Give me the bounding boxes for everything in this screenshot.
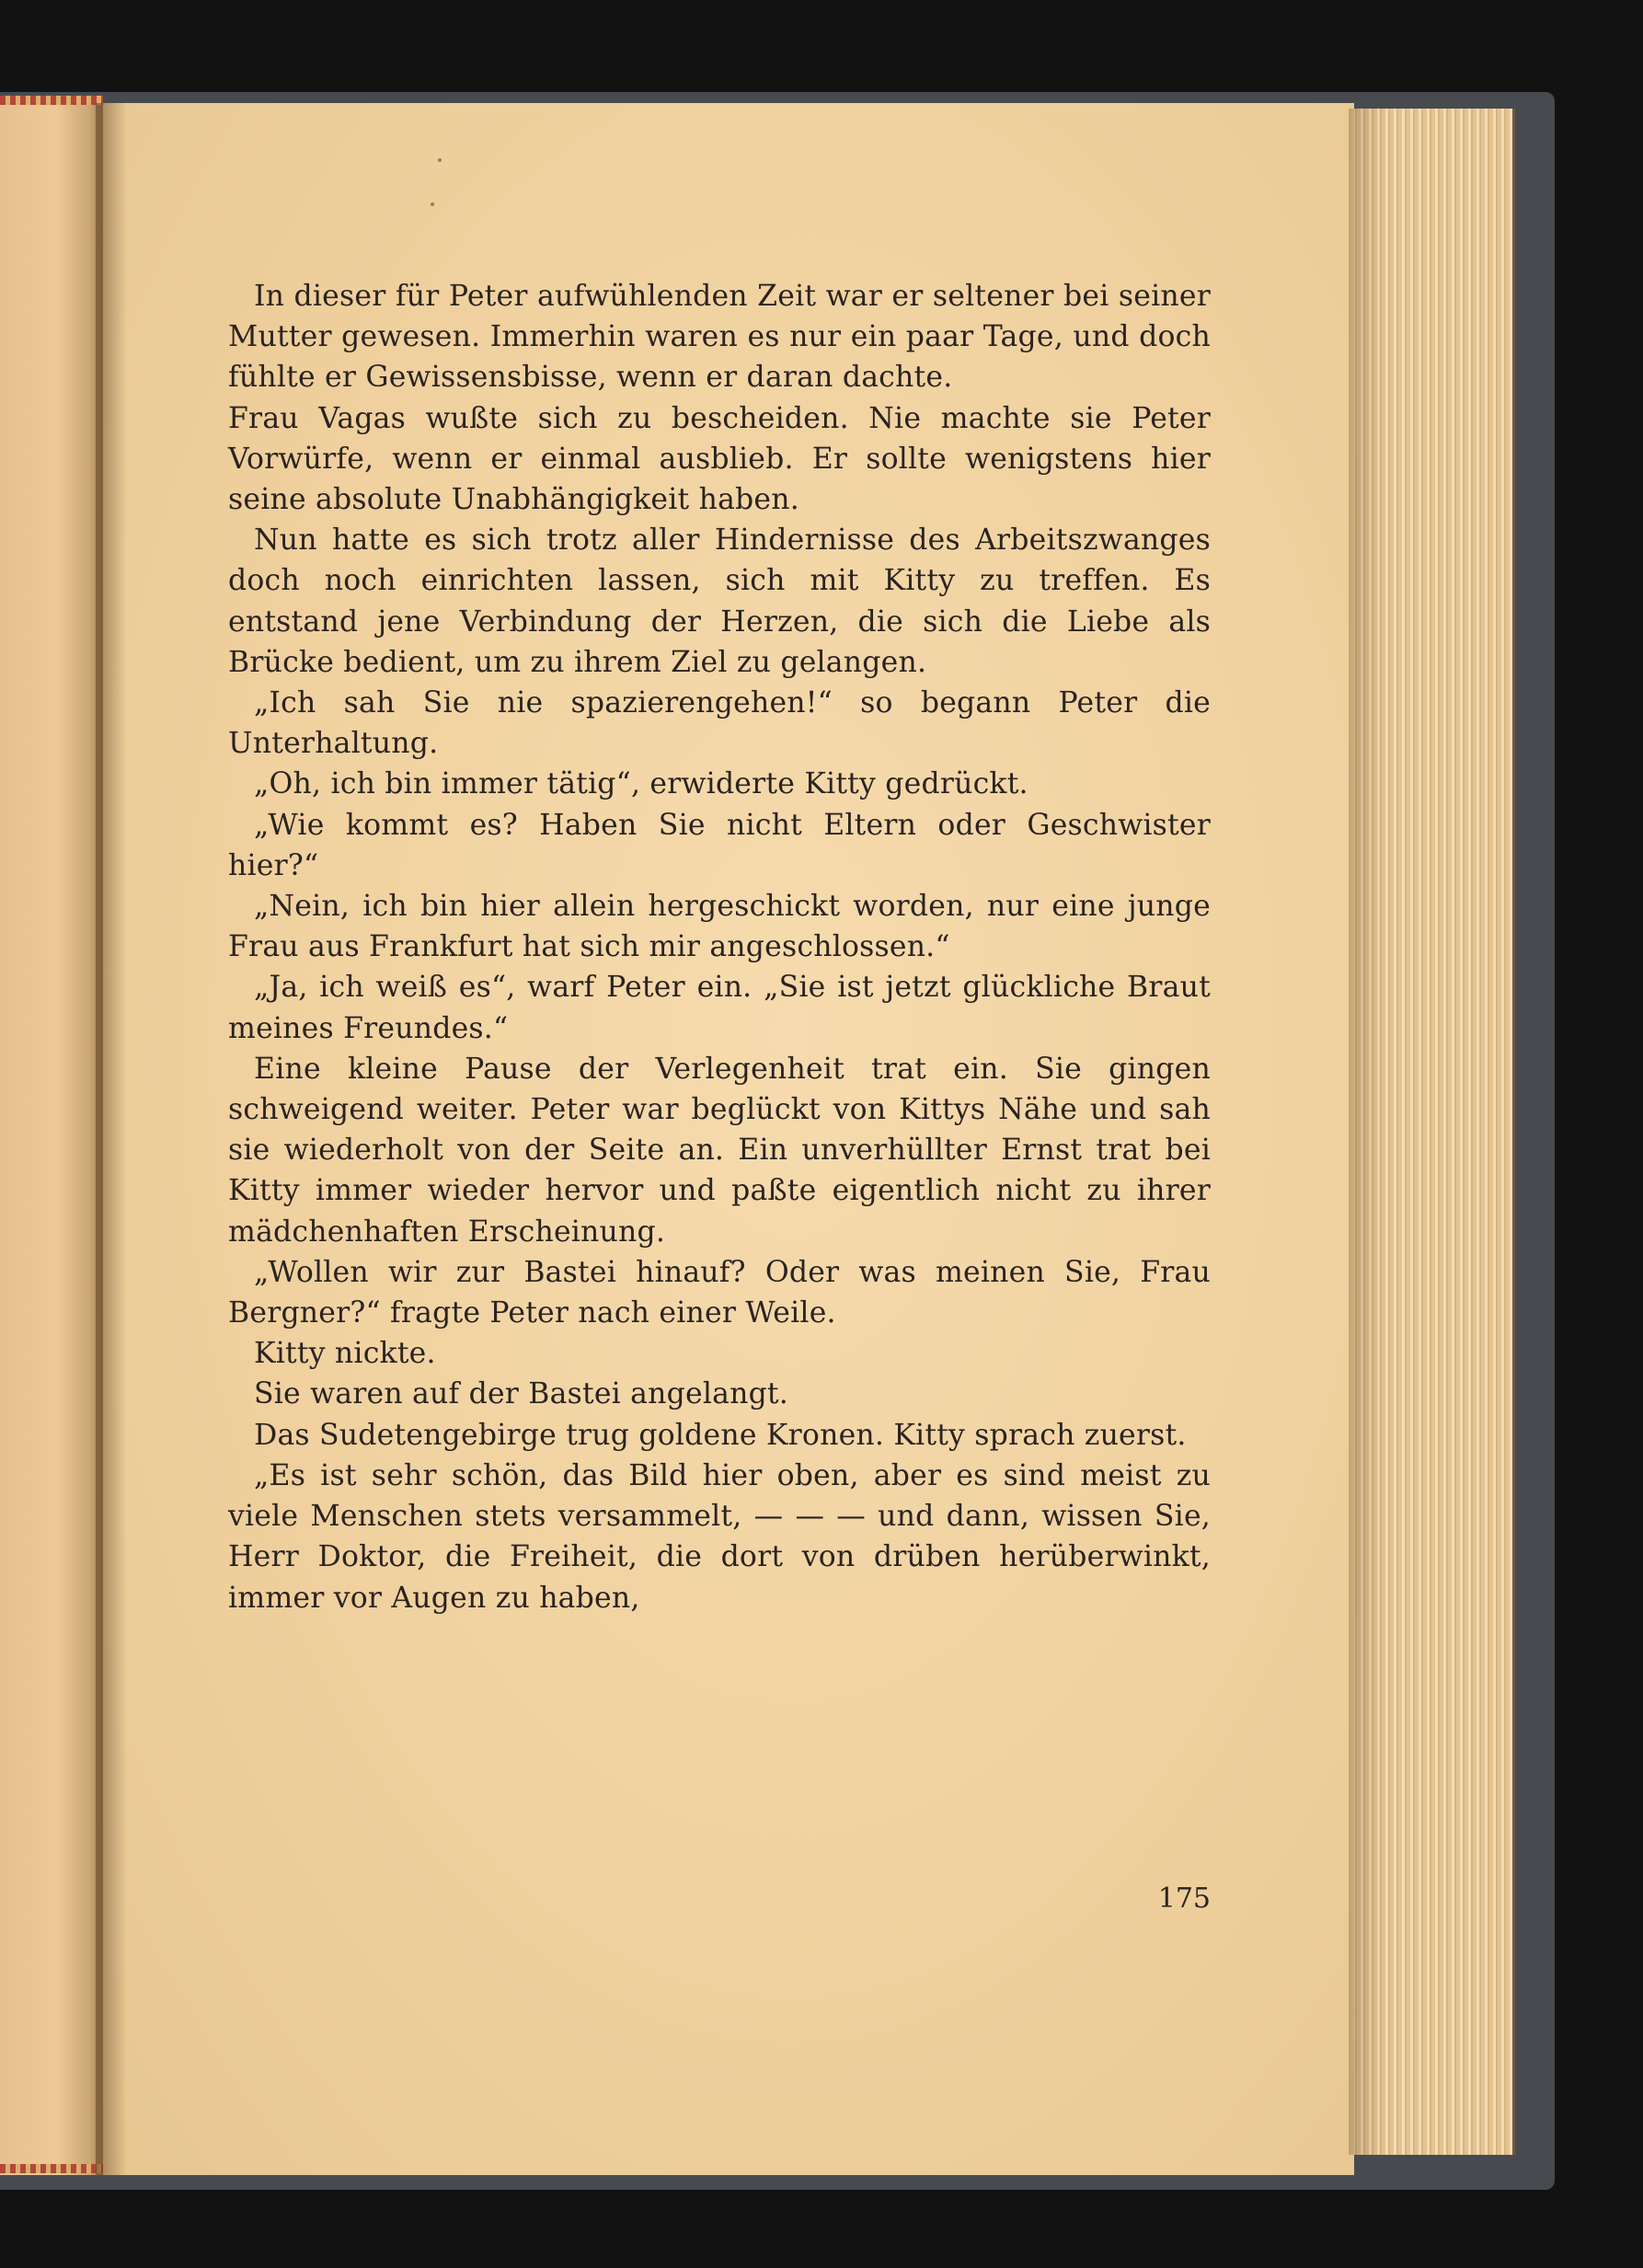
paragraph: Das Sudetengebirge trug goldene Kronen. Kitty sprach zuerst. xyxy=(254,1418,1187,1452)
paragraph: „Wollen wir zur Bastei hinauf? Oder was meinen Sie, Frau Bergner?“ fragte Peter nach einer Weile. xyxy=(228,1255,1211,1330)
left-page-bottom-edge xyxy=(0,2164,103,2173)
paragraph: In dieser für Peter aufwühlenden Zeit war er seltener bei seiner Mutter gewesen. Immerhin waren es nur ein paar Tage, und doch fühlte er Gewissensbisse, wenn er daran dachte. xyxy=(228,280,1211,395)
page-number: 175 xyxy=(1157,1882,1211,1915)
paper-speck xyxy=(438,158,442,162)
left-page-top-edge xyxy=(0,96,103,105)
paragraph: Nun hatte es sich trotz aller Hindernisse des Arbeitszwanges doch noch einrichten lassen, sich mit Kitty zu treffen. Es entstand jene Verbindung der Herzen, die sich die Liebe als Brücke bedient, um zu ihrem Ziel zu gelangen. xyxy=(228,524,1211,679)
paragraph: Sie waren auf der Bastei angelangt. xyxy=(254,1377,788,1411)
paragraph: „Oh, ich bin immer tätig“, erwiderte Kitty gedrückt. xyxy=(254,767,1028,801)
left-page xyxy=(0,103,103,2175)
page-stack-shadow xyxy=(1349,109,1385,2155)
paragraph: „Wie kommt es? Haben Sie nicht Eltern oder Geschwister hier?“ xyxy=(228,808,1211,882)
paragraph: Eine kleine Pause der Verlegenheit trat ein. Sie gingen schweigend weiter. Peter war beglückt von Kittys Nähe und sah sie wiederholt von der Seite an. Ein unverhüllter Ernst trat bei Kitty immer wieder hervor und paßte eigentlich nicht zu ihrer mädchenhaften Erscheinung. xyxy=(228,1052,1211,1249)
paragraph: „Es ist sehr schön, das Bild hier oben, aber es sind meist zu viele Menschen stets versammelt, — — — und dann, wissen Sie, Herr Doktor, die Freiheit, die dort von drüben herüberwinkt, immer vor Augen zu haben, xyxy=(228,1458,1211,1615)
paper-speck xyxy=(431,202,434,206)
paragraph: Frau Vagas wußte sich zu bescheiden. Nie machte sie Peter Vorwürfe, wenn er einmal ausblieb. Er sollte wenigstens hier seine absolute Unabhängigkeit haben. xyxy=(228,401,1211,517)
paragraph: Kitty nickte. xyxy=(254,1337,436,1371)
gutter-shadow xyxy=(96,103,127,2175)
paragraph: „Ja, ich weiß es“, warf Peter ein. „Sie ist jetzt glückliche Braut meines Freundes.“ xyxy=(228,971,1211,1045)
paragraph: „Ich sah Sie nie spazierengehen!“ so begann Peter die Unterhaltung. xyxy=(228,686,1211,761)
right-page xyxy=(103,103,1354,2175)
paragraph: „Nein, ich bin hier allein hergeschickt worden, nur eine junge Frau aus Frankfurt hat sich mir angeschlossen.“ xyxy=(228,890,1211,964)
page-body-text xyxy=(228,276,1211,1618)
